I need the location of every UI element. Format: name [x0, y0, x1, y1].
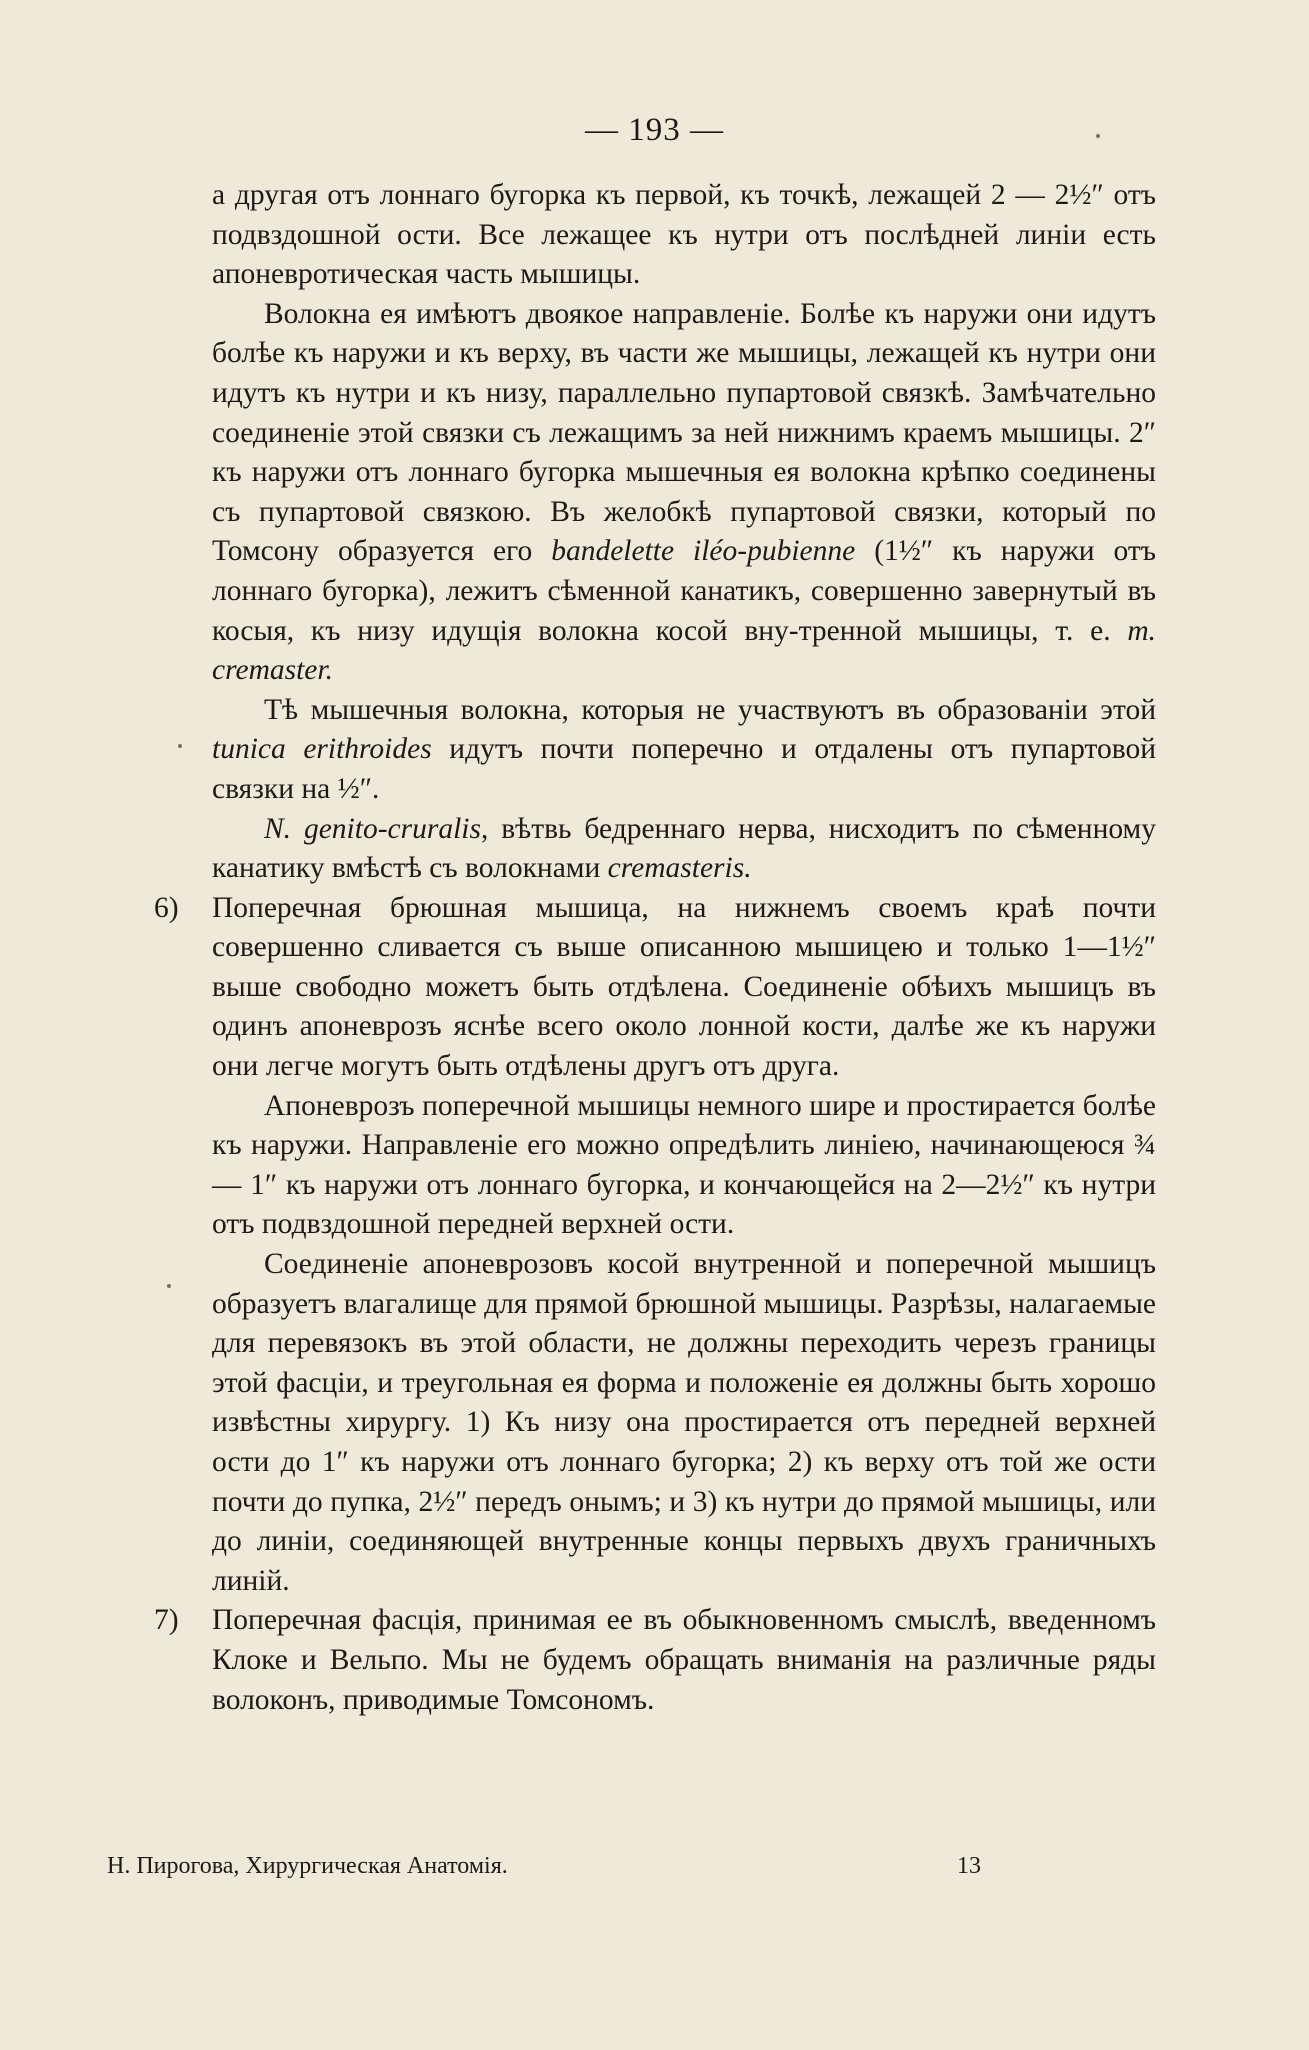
latin-term: cremasteris. [607, 852, 752, 885]
text-run: (1½″ къ наружи отъ лоннаго бугорка), лежитъ сѣменной канатикъ, совершенно завернутый въ косыя, къ низу идущія волокна косой вну-тренной мышицы, т. е. [212, 535, 1156, 647]
signature-mark: 13 [957, 1853, 981, 1879]
paragraph-3 [212, 691, 1156, 810]
latin-term: N. genito-cruralis [264, 812, 481, 845]
page-footer [107, 1853, 981, 1880]
latin-term: bandelette iléo-pubienne [551, 535, 856, 568]
latin-term: m. cremaster. [212, 614, 1156, 687]
item-text: Поперечная брюшная мышица, на нижнемъ своемъ краѣ почти совершенно сливается съ выше описанною мышицею и только 1—1½″ выше свободно можетъ быть отдѣлена. Соединеніе обѣихъ мышицъ въ одинъ апоневрозъ яснѣе всего около лонной кости, далѣе же къ наружи они легче могутъ быть отдѣлены другъ отъ друга. [212, 891, 1156, 1083]
speck [178, 744, 182, 748]
paragraph-7: Соединеніе апоневрозовъ косой внутренной и поперечной мышицъ образуетъ влагалище для прямой брюшной мышицы. Разрѣзы, налагаемые для перевязокъ въ этой области, не должны переходить черезъ границы этой фасціи, и треугольная ея форма и положеніе ея должны быть хорошо извѣстны хирургу. 1) Къ низу она простирается отъ передней верхней ости до 1″ къ наружи отъ лоннаго бугорка; 2) къ верху отъ той же ости почти до пупка, 2½″ передъ онымъ; и 3) къ нутри до прямой мышицы, или до линіи, соединяющей внутренные концы первыхъ двухъ граничныхъ линій. [212, 1248, 1156, 1597]
text-run: идутъ почти поперечно и отдалены отъ пупартовой связки на ½″. [212, 733, 1156, 805]
text-run: , вѣтвь бедреннаго нерва, нисходитъ по сѣменному канатику вмѣстѣ съ волокнами [212, 812, 1156, 885]
body-text [154, 176, 1156, 1720]
numbered-item-6 [154, 889, 1156, 1087]
text-run: Волокна ея имѣютъ двоякое направленіе. Болѣе къ наружи они идутъ болѣе къ наружи и къ верху, въ части же мышицы, лежащей къ нутри они идутъ къ нутри и къ низу, параллельно пупартовой связкѣ. Замѣчательно соединеніе этой связки съ лежащимъ за ней нижнимъ краемъ мышицы. 2″ къ наружи отъ лоннаго бугорка мышечныя ея волокна крѣпко соединены съ пупартовой связкою. Въ желобкѣ пупартовой связки, который по Томсону образуется его [212, 297, 1156, 568]
paragraph-4 [212, 810, 1156, 889]
item-number: 7) [154, 1604, 179, 1637]
text-run: Тѣ мышечныя волокна, которыя не участвуютъ въ образованіи этой [264, 693, 1156, 726]
paragraph-6: Апоневрозъ поперечной мышицы немного шире и простирается болѣе къ наружи. Направленіе его можно опредѣлить линіею, начинающеюся ¾ — 1″ къ наружи отъ лоннаго бугорка, и кончающейся на 2—2½″ къ нутри отъ подвздошной передней верхней ости. [212, 1089, 1156, 1241]
numbered-item-7 [154, 1601, 1156, 1720]
item-number: 6) [154, 891, 179, 924]
speck [1096, 134, 1100, 138]
page-number: — 193 — [585, 112, 724, 148]
latin-term: tunica erithroides [212, 733, 432, 766]
footer-author-title: Н. Пирогова, Хирургическая Анатомія. [107, 1853, 508, 1879]
item-text: Поперечная фасція, принимая ее въ обыкновенномъ смыслѣ, введенномъ Клоке и Вельпо. Мы не будемъ обращать вниманія на различные ряды волоконъ, приводимые Томсономъ. [212, 1604, 1156, 1716]
paragraph-1: а другая отъ лоннаго бугорка къ первой, къ точкѣ, лежащей 2 — 2½″ отъ подвздошной ости. Все лежащее къ нутри отъ послѣдней линіи есть апоневротическая часть мышицы. [212, 179, 1156, 291]
paragraph-2 [212, 295, 1156, 691]
speck [167, 1284, 171, 1288]
